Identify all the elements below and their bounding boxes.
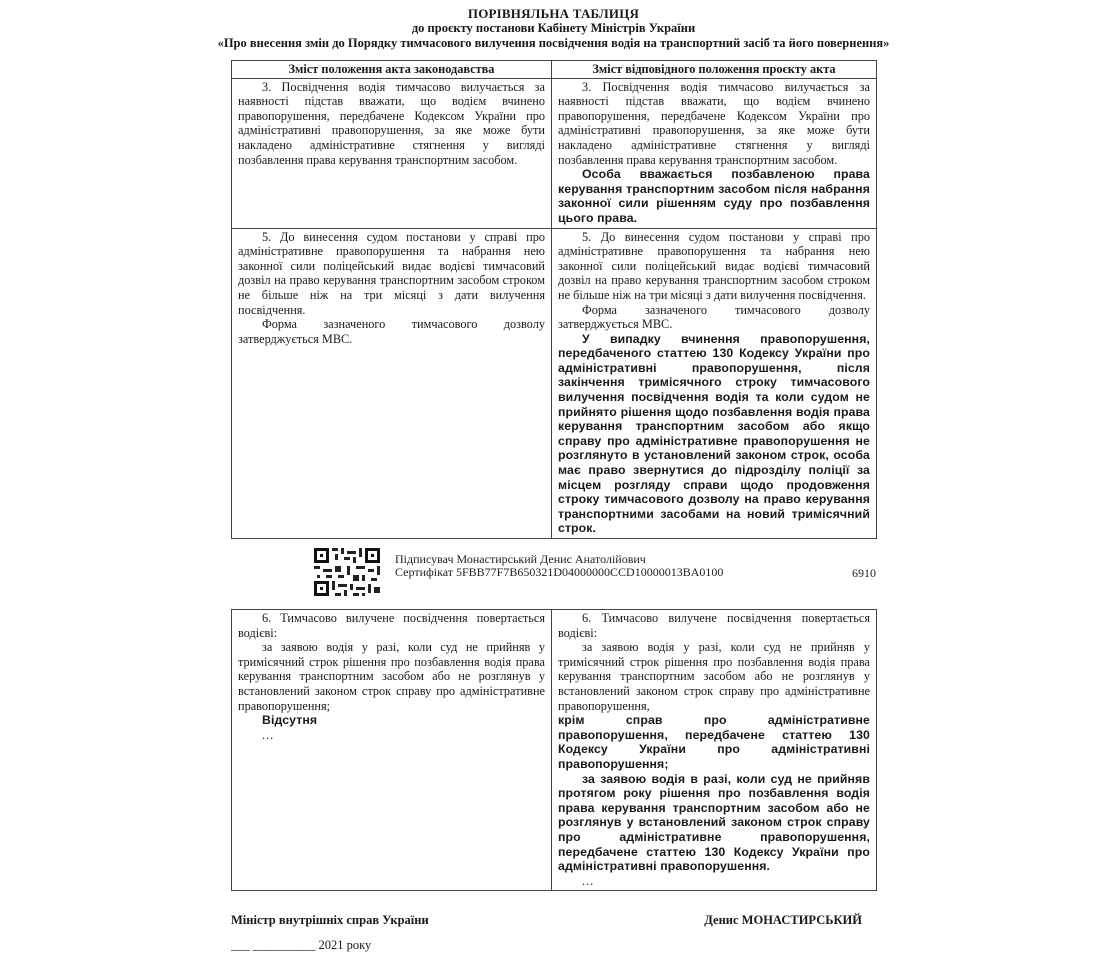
comparison-table-page1: [231, 60, 877, 539]
paragraph-added: крім справ про адміністративне правопорушення, передбачене статтею 130 Кодексу України про адміністративні правопорушення;: [558, 713, 870, 771]
cell-current: [232, 610, 552, 891]
qr-code-graphic: [311, 545, 383, 599]
comparison-table-page2: [231, 609, 877, 891]
paragraph: Форма зазначеного тимчасового дозволу затверджується МВС.: [558, 302, 870, 332]
paragraph-added: У випадку вчинення правопорушення, передбаченого статтею 130 Кодексу України про адміністративні правопорушення, після закінчення тримісячного строку тимчасового вилучення посвідчення водія та коли судом не прийнято рішення щодо позбавлення водія права керування транспортним засобом або якщо справу про адміністративне правопорушення не розглянуто в установлений законом строк, особа має право звернутися до підрозділу поліції за місцем розгляду справи щодо продовження строку тимчасового дозволу на право керування транспортними засобами на новий тримісячний строк.: [558, 331, 870, 536]
paragraph: 5. До винесення судом постанови у справі про адміністративне правопорушення та набрання нею законної сили поліцейський видає водієві тимчасовий дозвіл на право керування транспортним засобом строком не більше ніж на три місяці з дати вилучення посвідчення.: [238, 229, 545, 317]
paragraph: 6. Тимчасово вилучене посвідчення повертається водієві:: [238, 611, 545, 640]
paragraph: 3. Посвідчення водія тимчасово вилучається за наявності підстав вважати, що водієм вчинено правопорушення, передбачене Кодексом України про адміністративні правопорушення, за яке може бути накладено адміністративне стягнення у вигляді позбавлення права керування транспортним засобом.: [558, 79, 870, 167]
ellipsis: ...: [262, 727, 275, 742]
paragraph: 5. До винесення судом постанови у справі про адміністративне правопорушення та набрання нею законної сили поліцейський видає водієві тимчасовий дозвіл на право керування транспортним засобом строком не більше ніж на три місяці з дати вилучення посвідчення.: [558, 229, 870, 302]
signatory-position: Міністр внутрішніх справ України: [231, 913, 429, 928]
signatory-name: Денис МОНАСТИРСЬКИЙ: [704, 913, 862, 928]
paragraph-added: Особа вважається позбавленою права керування транспортним засобом після набрання законної сили рішенням суду про позбавлення цього права.: [558, 167, 870, 225]
document-title: ПОРІВНЯЛЬНА ТАБЛИЦЯ: [467, 6, 640, 21]
paragraph: Форма зазначеного тимчасового дозволу затверджується МВС.: [238, 317, 545, 346]
document-header: [3, 0, 1101, 51]
cell-proposed: [552, 610, 877, 891]
column-header-proposed: Зміст відповідного положення проєкту акта: [552, 61, 877, 79]
cell-proposed: [552, 228, 877, 538]
paragraph: за заявою водія у разі, коли суд не прийняв у тримісячний строк рішення про позбавлення водія права керування транспортним засобом або не розглянув у встановлений законом строк справу про адміністративне правопорушення,: [558, 640, 870, 713]
paragraph: за заявою водія у разі, коли суд не прийняв у тримісячний строк рішення про позбавлення водія права керування транспортним засобом або не розглянув у встановлений законом строк справу про адміністративне правопорушення;: [238, 640, 545, 713]
signature-date: ___ __________ 2021 року: [231, 938, 372, 953]
signature-signer: Підписувач Монастирський Денис Анатолійович: [395, 552, 646, 566]
paragraph: 6. Тимчасово вилучене посвідчення повертається водієві:: [558, 611, 870, 640]
cell-current: [232, 228, 552, 538]
document-page: [217, 0, 890, 961]
signature-stamp-row: [311, 545, 876, 599]
table-header-row: [232, 61, 877, 79]
cell-current: [232, 78, 552, 228]
table-row: [232, 228, 877, 538]
table-row: [232, 78, 877, 228]
paragraph: 3. Посвідчення водія тимчасово вилучається за наявності підстав вважати, що водієм вчинено правопорушення, передбачене Кодексом України про адміністративні правопорушення, за яке може бути накладено адміністративне стягнення у вигляді позбавлення права керування транспортним засобом.: [238, 79, 545, 167]
document-subtitle: до проєкту постанови Кабінету Міністрів України: [411, 21, 696, 35]
signature-certificate: Сертифікат 5FBB77F7B650321D04000000CCD10000013BA0100: [395, 565, 724, 579]
document-footer: [231, 913, 876, 928]
paragraph-added: за заявою водія в разі, коли суд не прийняв протягом року рішення про позбавлення водія права керування транспортним засобом або не розглянув у встановлений законом строк справу про адміністративне правопорушення, передбачене статтею 130 Кодексу України про адміністративні правопорушення.: [558, 771, 870, 874]
cell-proposed: [552, 78, 877, 228]
signature-edge-fragment: 6910: [852, 566, 876, 580]
act-name: «Про внесення змін до Порядку тимчасового вилучення посвідчення водія на транспортний засіб та його повернення»: [217, 36, 890, 50]
paragraph-absent-label: Відсутня: [262, 713, 318, 728]
digital-signature-stamp: [395, 545, 723, 579]
qr-code-icon: [311, 545, 383, 599]
table-row: [232, 610, 877, 891]
column-header-current: Зміст положення акта законодавства: [232, 61, 552, 79]
ellipsis: ...: [582, 873, 595, 888]
